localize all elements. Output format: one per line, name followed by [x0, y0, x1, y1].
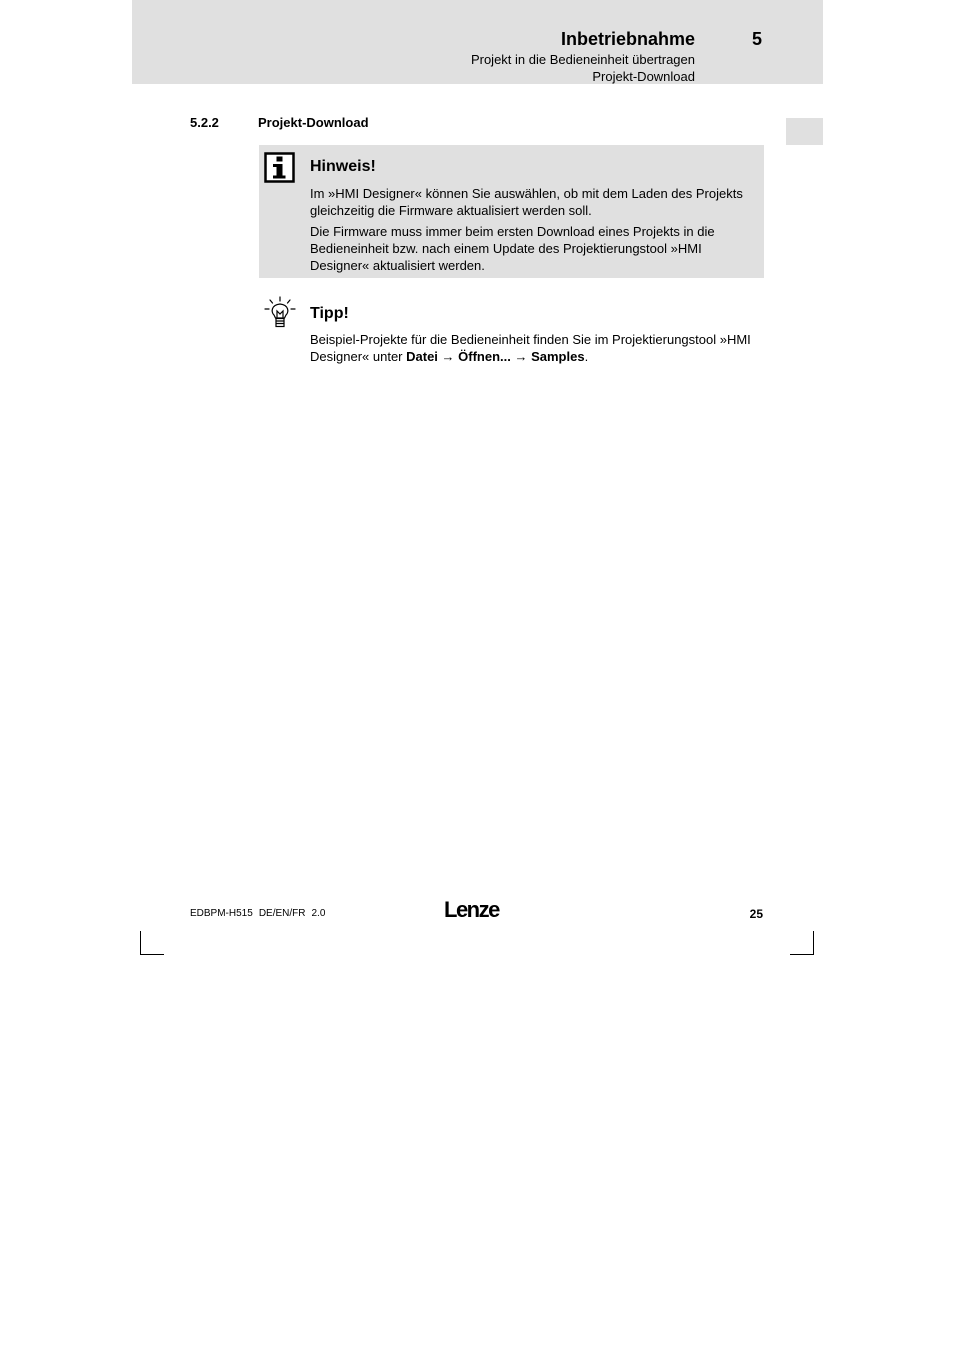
doc-version: 2.0 [311, 908, 326, 919]
lightbulb-icon [263, 296, 297, 330]
crop-mark-left-horizontal [140, 954, 164, 955]
header-subtitle-1: Projekt in die Bedieneinheit übertragen [470, 52, 695, 67]
doc-code: EDBPM-H515 [190, 908, 253, 919]
tip-text-prefix: Beispiel-Projekte für die Bedieneinheit finden Sie im Projektierungstool »HMI Designer« unter [310, 332, 751, 364]
section-title: Projekt-Download [258, 115, 369, 130]
tip-menu-path: Datei → Öffnen... → Samples [406, 349, 585, 364]
header-subtitle-2: Projekt-Download [592, 69, 695, 84]
crop-mark-left-vertical [140, 931, 141, 955]
doc-languages: DE/EN/FR [258, 908, 306, 919]
note-paragraph-1: Im »HMI Designer« können Sie auswählen, ob mit dem Laden des Projekts gleichzeitig die Firmware aktualisiert werden soll. [310, 186, 743, 218]
tip-text-suffix: . [584, 349, 589, 364]
crop-mark-right-vertical [813, 931, 814, 955]
crop-mark-right-horizontal [790, 954, 814, 955]
tip-heading: Tipp! [310, 305, 349, 322]
page-number: 25 [749, 907, 763, 921]
lenze-logo: Lenze [444, 897, 499, 922]
tip-text [310, 331, 760, 365]
info-icon [264, 152, 295, 183]
header-band [132, 0, 823, 84]
chapter-number: 5 [752, 29, 763, 49]
chapter-title: Inbetriebnahme [560, 29, 695, 49]
footer-doc-code [190, 908, 325, 919]
section-number: 5.2.2 [190, 115, 219, 130]
note-heading: Hinweis! [310, 158, 376, 175]
side-tab-marker [786, 118, 823, 145]
note-paragraph-2: Die Firmware muss immer beim ersten Download eines Projekts in die Bedieneinheit bzw. nach einem Update des Projektierungstool »HMI Designer« aktualisiert werden. [310, 224, 715, 273]
